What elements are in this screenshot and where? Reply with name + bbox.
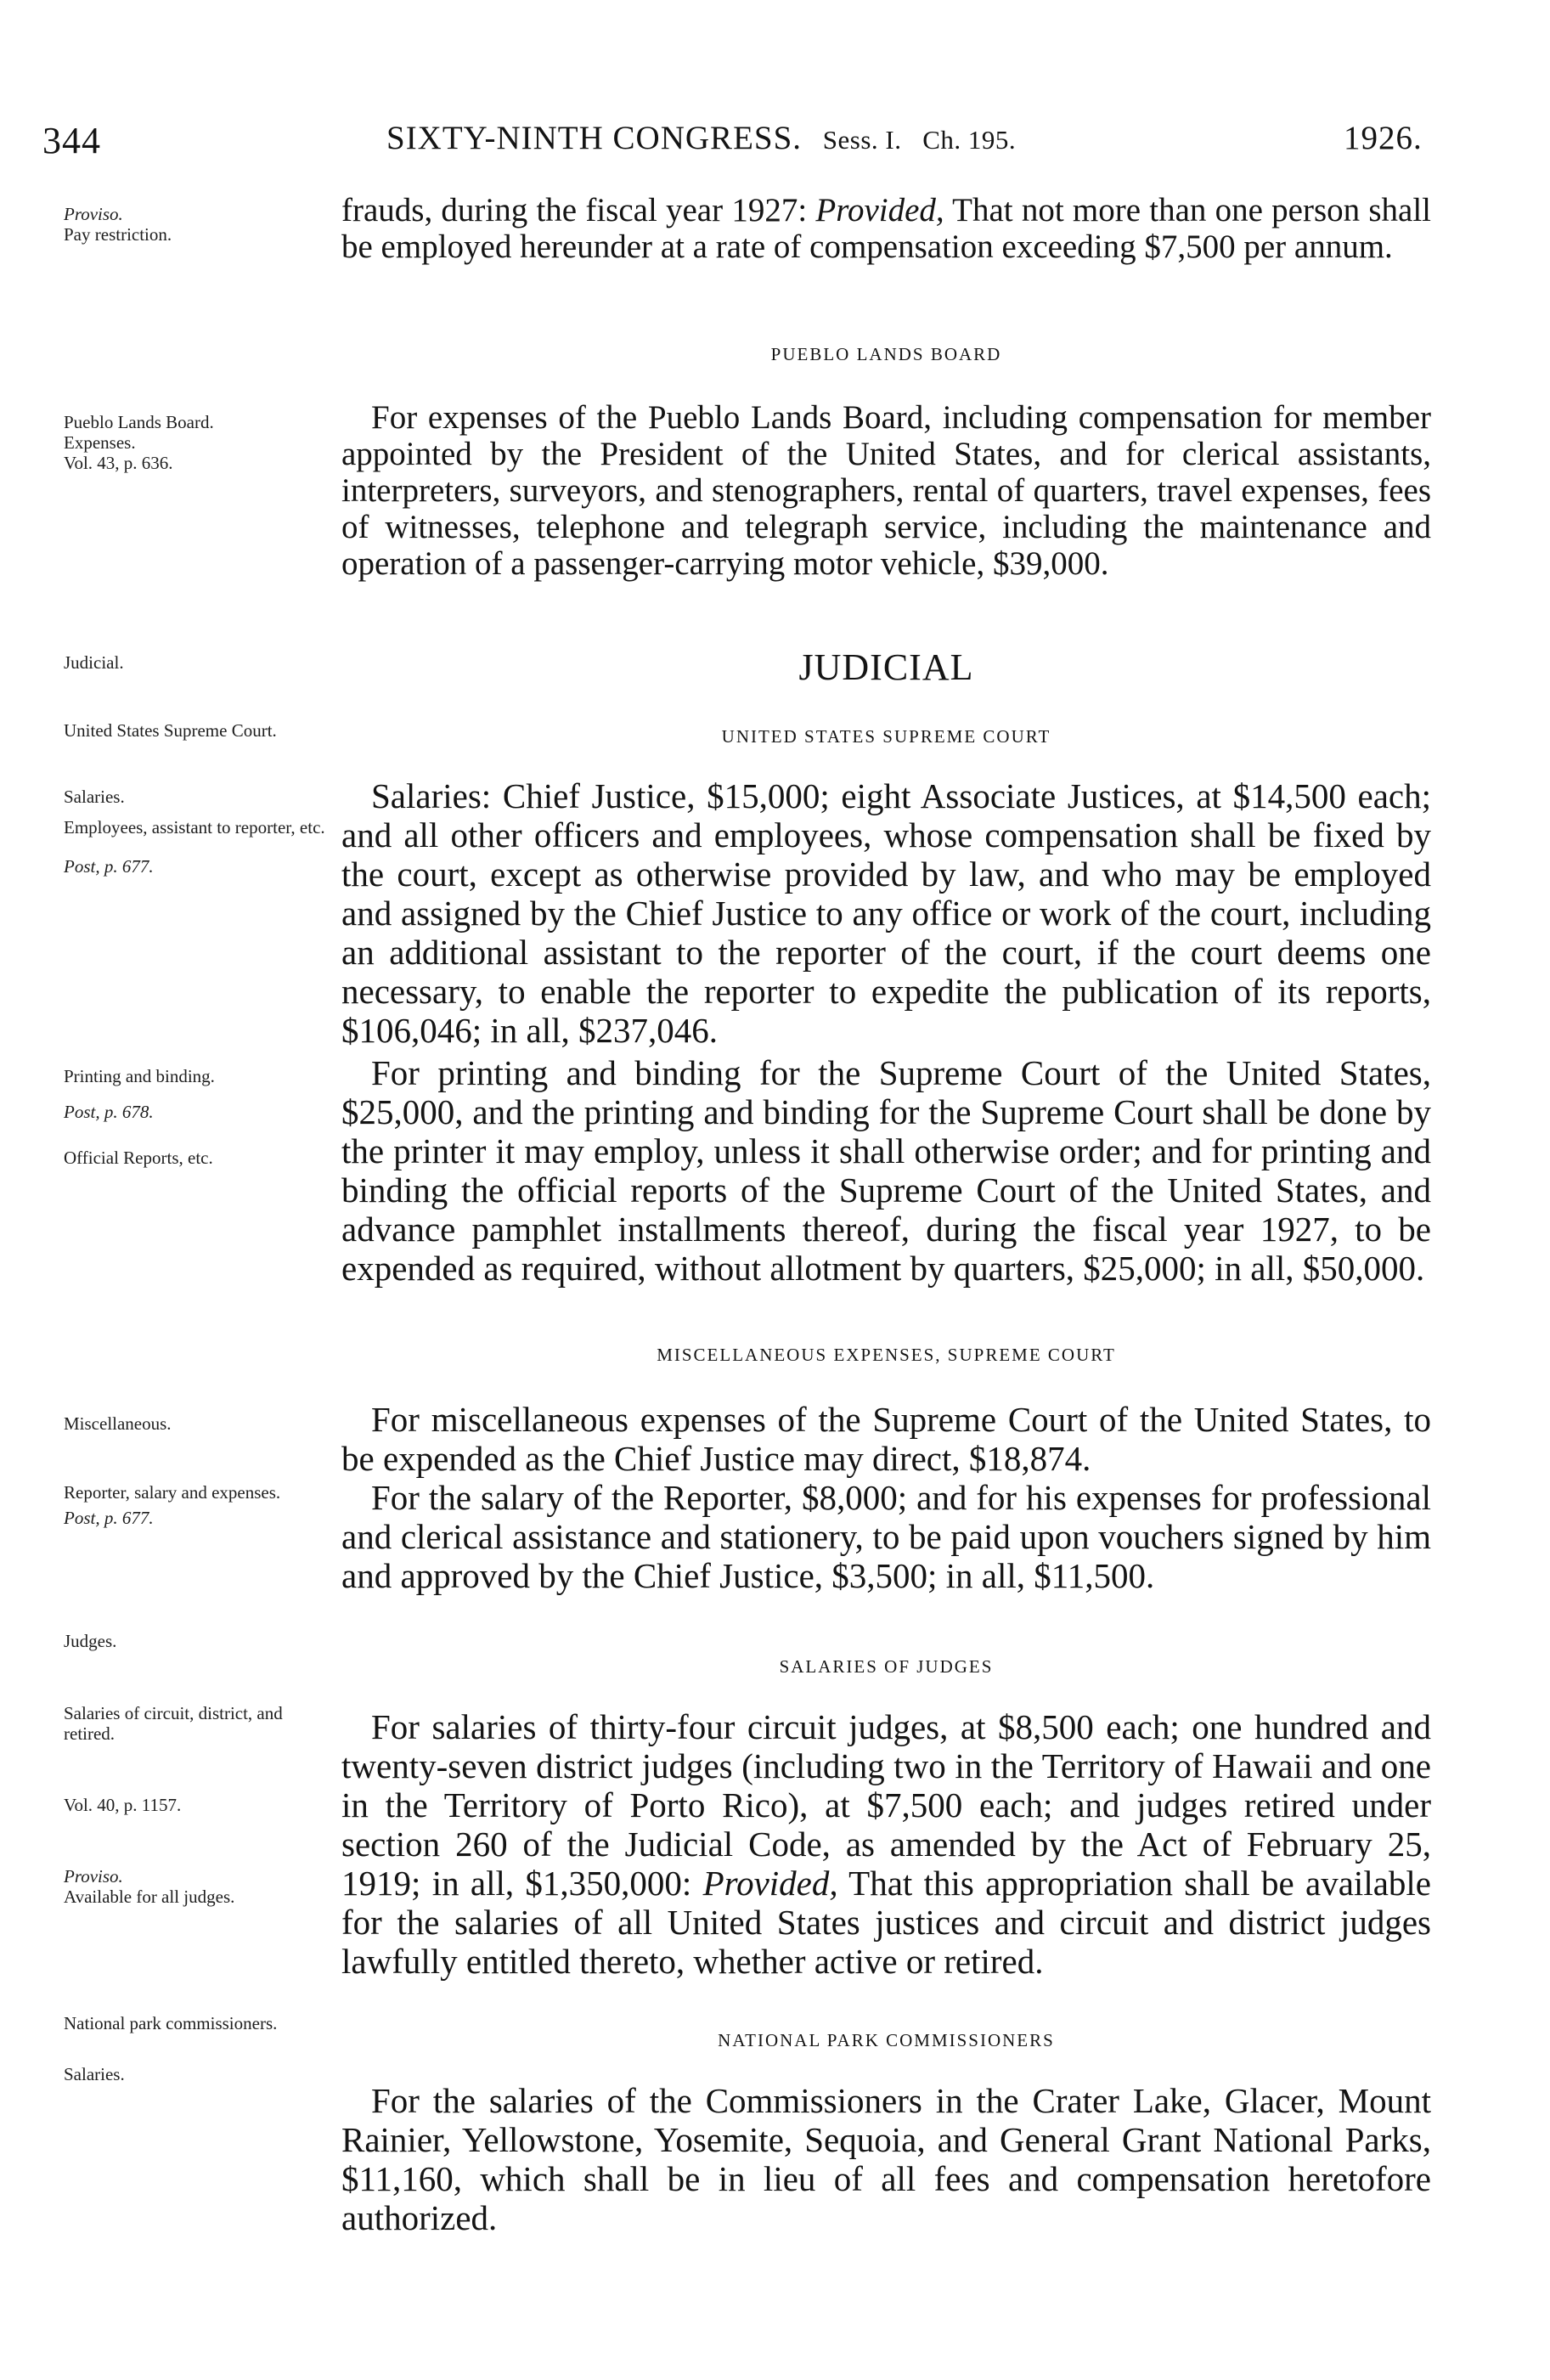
paragraph-judges: For salaries of thirty-four circuit judges, at $8,500 each; one hundred and twenty-seven district judges (including two in the Territory of Hawaii and one in the Territory of Porto Rico), at $7,500 each; and judges retired under section 260 of the Judicial Code, as amended by the Act of February 25, 1919; in all, $1,350,000: Provided, That this appropriation shall be available for the salaries of all United States justices and circuit and district judges lawfully entitled thereto, whether active or retired. [341,1707,1431,1981]
heading-national-park: NATIONAL PARK COMMISSIONERS [718,2030,1055,2050]
margin-note-salaries: Salaries. Employees, assistant to reporter, etc. Post, p. 677. [64,787,325,877]
chapter-label: Ch. 195. [922,125,1017,155]
margin-note-printing: Printing and binding. Post, p. 678. Official Reports, etc. [64,1066,215,1168]
paragraph-reporter: For the salary of the Reporter, $8,000; and for his expenses for professional and clerical assistance and stationery, to be paid upon vouchers signed by him and approved by the Chief Justice, $3,500; in all, $11,500. [341,1478,1431,1595]
heading-pueblo-lands-board: PUEBLO LANDS BOARD [770,344,1002,364]
margin-note-supreme-court: United States Supreme Court. [64,720,277,741]
running-header [386,119,1016,157]
margin-note-proviso [64,204,335,245]
heading-judicial: JUDICIAL [798,646,974,688]
margin-pay-restriction: Pay restriction. [64,224,172,245]
paragraph-supreme-salaries: Salaries: Chief Justice, $15,000; eight Associate Justices, at $14,500 each; and all other officers and employees, whose compensation shall be fixed by the court, except as otherwise provided by law, and who may be employed and assigned by the Chief Justice to any office or work of the court, including an additional assistant to the reporter of the court, if the court deems one necessary, to enable the reporter to expedite the publication of its reports, $106,046; in all, $237,046. [341,776,1431,1050]
paragraph-misc: For miscellaneous expenses of the Supreme Court of the United States, to be expended as the Chief Justice may direct, $18,874. [341,1400,1431,1478]
margin-proviso: Proviso. [64,204,123,224]
margin-note-park: National park commissioners. Salaries. [64,2013,278,2084]
heading-supreme-court: UNITED STATES SUPREME COURT [721,726,1051,747]
heading-misc-expenses: MISCELLANEOUS EXPENSES, SUPREME COURT [657,1345,1116,1365]
header-year: 1926. [1344,120,1423,156]
margin-note-judges: Judges. [64,1631,117,1651]
margin-note-judicial: Judicial. [64,652,124,673]
margin-note-misc: Miscellaneous. [64,1413,172,1434]
margin-note-pueblo: Pueblo Lands Board. Expenses. Vol. 43, p. 636. [64,412,214,473]
margin-note-reporter: Reporter, salary and expenses. Post, p. 677. [64,1482,281,1528]
margin-note-judges-salaries: Salaries of circuit, district, and retired. Vol. 40, p. 1157. Proviso. Available for all judges. [64,1703,283,1907]
paragraph-park: For the salaries of the Commissioners in the Crater Lake, Glacer, Mount Rainier, Yellowstone, Yosemite, Sequoia, and General Grant National Parks, $11,160, which shall be in lieu of all fees and compensation heretofore authorized. [341,2081,1431,2237]
paragraph-pueblo: For expenses of the Pueblo Lands Board, including compensation for member appointed by the President of the United States, and for clerical assistants, interpreters, surveyors, and stenographers, rental of quarters, travel expenses, fees of witnesses, telephone and telegraph service, including the maintenance and operation of a passenger-carrying motor vehicle, $39,000. [341,399,1431,582]
page-number: 344 [42,120,101,161]
congress-title: SIXTY-NINTH CONGRESS. [386,120,803,156]
session-label: Sess. I. [822,125,902,155]
paragraph-intro: frauds, during the fiscal year 1927: Provided, That not more than one person shall be employed hereunder at a rate of compensation exceeding $7,500 per annum. [341,192,1431,265]
paragraph-printing: For printing and binding for the Supreme Court of the United States, $25,000, and the printing and binding for the Supreme Court shall be done by the printer it may employ, unless it shall otherwise order; and for printing and binding the official reports of the Supreme Court of the United States, and advance pamphlet installments thereof, during the fiscal year 1927, to be expended as required, without allotment by quarters, $25,000; in all, $50,000. [341,1053,1431,1288]
heading-salaries-of-judges: SALARIES OF JUDGES [779,1656,994,1677]
